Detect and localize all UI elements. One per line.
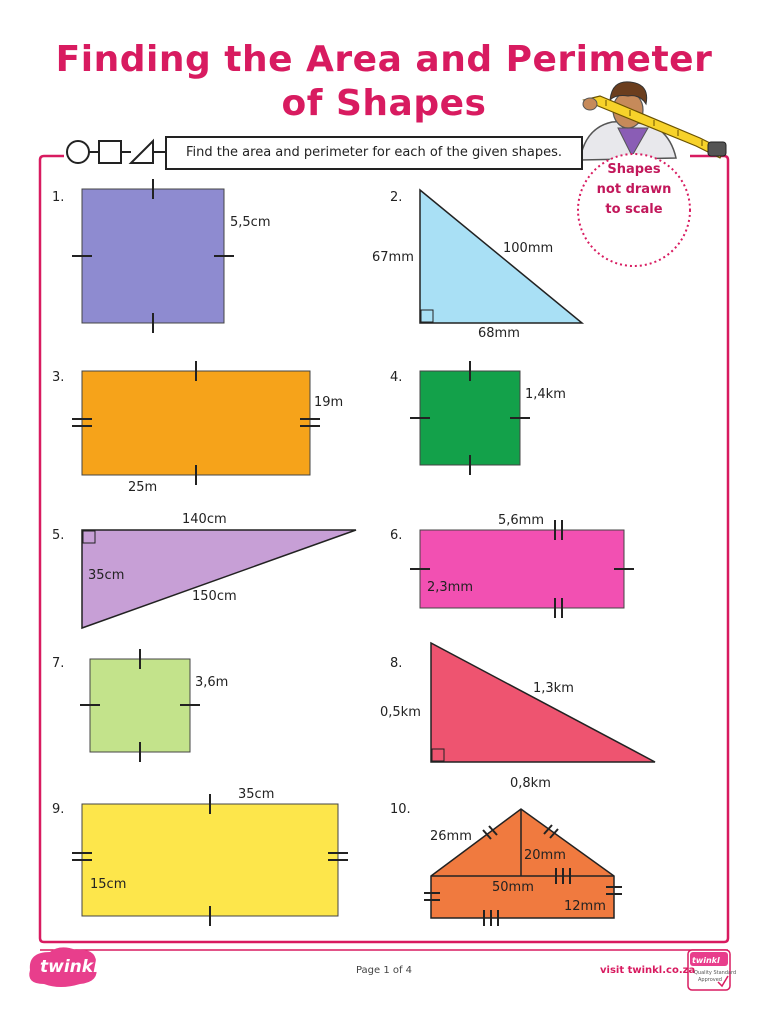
measure-label: 19m [314, 395, 344, 410]
measure-label: 68mm [478, 326, 520, 341]
shape-9-rectangle [72, 794, 348, 926]
question-number: 8. [390, 656, 403, 671]
measure-label: 5,5cm [230, 215, 271, 230]
question-number: 6. [390, 528, 403, 543]
measure-label: 0,8km [510, 776, 551, 791]
measure-label: 150cm [192, 589, 237, 604]
measure-label: 67mm [372, 250, 414, 265]
quality-badge-line-2: Approved [698, 977, 722, 983]
question-number: 10. [390, 802, 411, 817]
character-hand [583, 98, 597, 110]
measure-label: 1,4km [525, 387, 566, 402]
shape-7-square [80, 649, 200, 762]
instruction-box: Find the area and perimeter for each of the given shapes. [165, 136, 583, 170]
tape-case [708, 142, 726, 156]
page-title-line-2: of Shapes [281, 83, 487, 124]
website-link[interactable]: visit twinkl.co.za [600, 965, 696, 976]
character-illustration [580, 82, 726, 160]
page-title-line-1: Finding the Area and Perimeter [55, 39, 713, 80]
measure-label: 140cm [182, 512, 227, 527]
quality-badge-logo: twinkl [692, 956, 720, 965]
question-number: 3. [52, 370, 65, 385]
question-number: 1. [52, 190, 65, 205]
measure-label: 50mm [492, 880, 534, 895]
shape-8-triangle [431, 643, 655, 762]
quality-badge-line-1: Quality Standard [694, 970, 737, 976]
scale-badge-line-3: to scale [605, 202, 663, 217]
circle-icon [67, 141, 89, 163]
measure-label: 35cm [238, 787, 275, 802]
question-number: 9. [52, 802, 65, 817]
question-number: 5. [52, 528, 65, 543]
measure-label: 25m [128, 480, 158, 495]
measure-label: 3,6m [195, 675, 229, 690]
shape-2-triangle [420, 190, 582, 323]
twinkl-logo[interactable]: twinkl [40, 957, 99, 977]
shape-4-square [410, 361, 530, 475]
question-number: 4. [390, 370, 403, 385]
scale-badge-line-1: Shapes [607, 162, 661, 177]
measure-label: 35cm [88, 568, 125, 583]
measure-label: 12mm [564, 899, 606, 914]
measure-label: 100mm [503, 241, 554, 256]
measure-label: 2,3mm [427, 580, 474, 595]
square-icon [99, 141, 121, 163]
shape-6-rectangle [410, 520, 634, 618]
measure-label: 1,3km [533, 681, 574, 696]
scale-badge-line-2: not drawn [596, 182, 672, 197]
measure-label: 15cm [90, 877, 127, 892]
shape-1-square [72, 179, 234, 333]
page-frame-top-left [40, 156, 64, 160]
measure-label: 26mm [430, 829, 472, 844]
shape-icons [67, 141, 165, 163]
page-number: Page 1 of 4 [355, 965, 413, 976]
scale-badge [578, 160, 690, 258]
question-number: 2. [390, 190, 403, 205]
measure-label: 20mm [524, 848, 566, 863]
measure-label: 0,5km [380, 705, 421, 720]
question-number: 7. [52, 656, 65, 671]
measure-label: 5,6mm [498, 513, 545, 528]
triangle-icon [131, 141, 153, 163]
shape-3-rectangle [72, 361, 320, 485]
